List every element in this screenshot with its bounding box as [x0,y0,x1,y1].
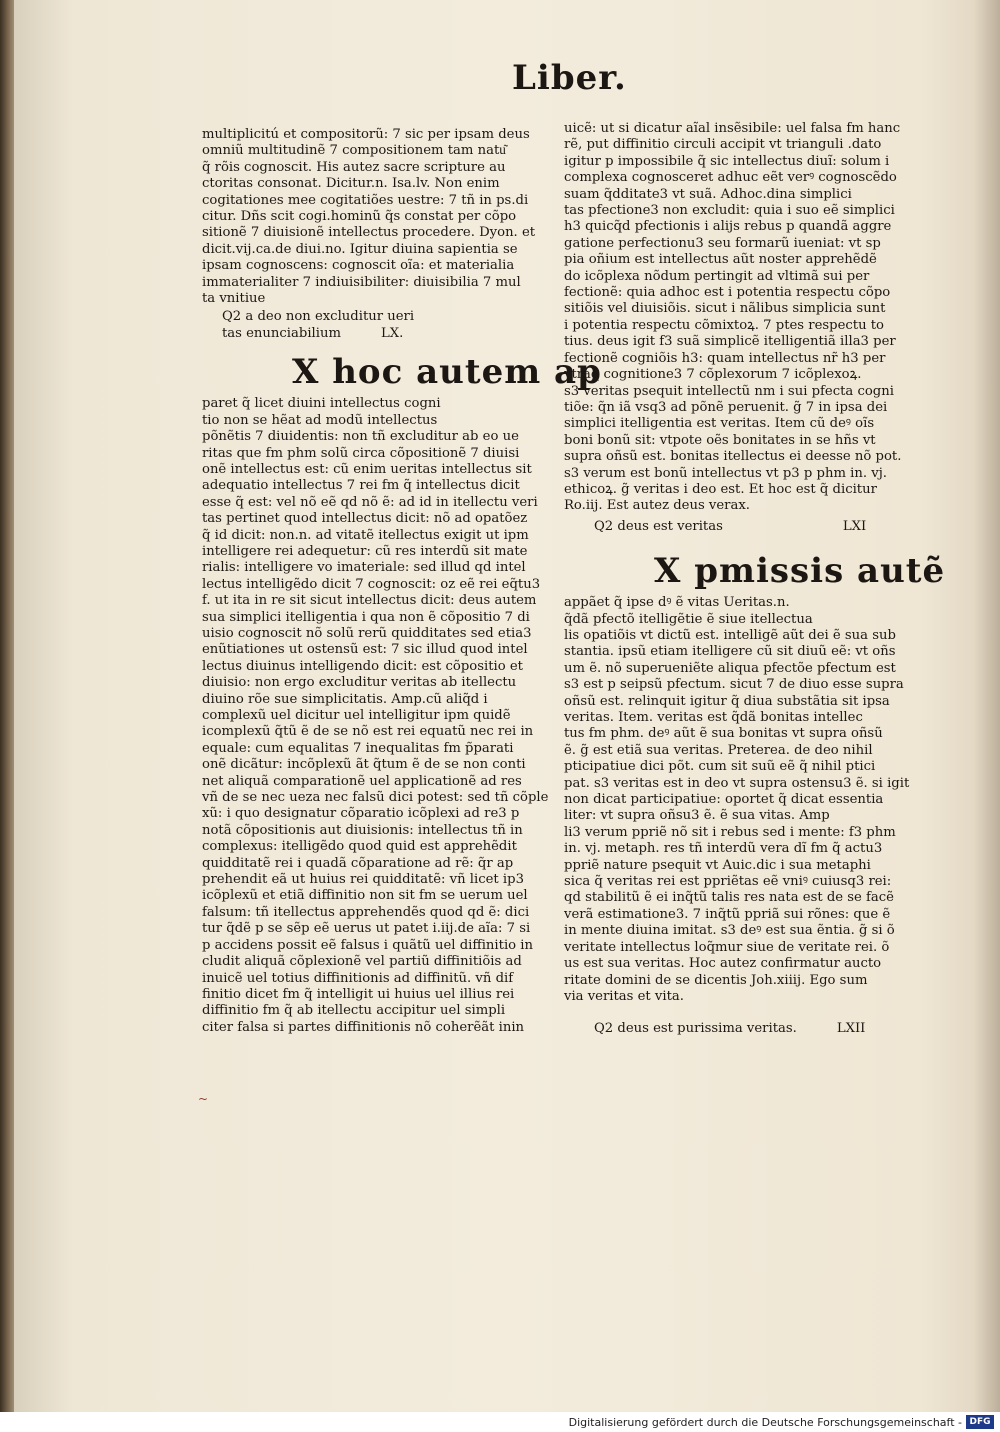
text-line: icõplexũ et etiã diffinitio non sit fm se uerum uel [202,888,528,904]
chapter-number: LX. [380,325,404,341]
text-line: ritate domini de se dicentis Joh.xiiij. Ego sum [564,972,868,988]
chapter-rubric-lxi [564,519,904,535]
text-line: sua simplici itelligentia i qua non ẽ cõpositio 7 di [202,609,530,625]
text-line: p accidens possit eẽ falsus i quãtũ uel diffinitio in [202,937,534,953]
text-line: tius. deus igit f3 suã simplicẽ itelligentiã illa3 per [564,334,896,350]
text-line: immaterialiter 7 indiuisibiliter: diuisibilia 7 mul [202,274,521,290]
chapter-number: LXII [836,1021,866,1037]
text-line: q̃ rõis cognoscit. His autez sacre scripture au [202,159,506,175]
text-line: h3 quicq̃d pfectionis i alijs rebus p quandã aggre [564,219,892,235]
text-line: lectus intelligẽdo dicit 7 cognoscit: oz eẽ rei eq̃tu3 [202,576,541,592]
text-line: adequatio intellectus 7 rei fm q̃ intellectus dicit [202,478,520,494]
text-line: appãet q̃ ipse dꝰ ẽ vitas Ueritas.n. [564,595,790,611]
text-line: net aliquã comparationẽ uel applicationẽ ad res [202,773,522,789]
text-line: sica q̃ veritas rei est ppriẽtas eẽ vniꝰ cuiusq3 rei: [564,874,892,890]
text-line: ppriẽ nature psequit vt Auic.dic i sua metaphi [564,857,871,873]
chapter-initial-heading: X hoc autem ap [292,352,602,393]
text-line: um ẽ. nõ superueniẽte aliqua pfectõe pfectum est [564,660,896,676]
text-line: onẽ intellectus est: cũ enim ueritas intellectus sit [202,461,532,477]
text-line: falsum: tñ itellectus apprehendẽs quod qd ẽ: dici [202,904,530,920]
text-line: intelligere rei adequetur: cũ res interdũ sit mate [202,543,528,559]
text-line: i potentia respectu cõmixtoꝝ. 7 ptes respectu to [564,317,885,333]
text-line: verã estimatione3. 7 inq̃tũ ppriã sui rõnes: que ẽ [564,906,891,922]
text-line: complexũ uel dicitur uel intelligitur ipm quidẽ [202,708,511,723]
text-line: veritas. Item. veritas est q̃dã bonitas intellec [564,710,863,725]
text-line: onẽ dicãtur: incõplexũ ãt q̃tum ẽ de se non conti [202,757,526,773]
text-line: diffinitio fm q̃ ab itellectu accipitur uel simpli [202,1003,506,1019]
text-line: omniũ multitudinẽ 7 compositionem tam natu͂ [202,143,506,159]
text-line: dicit.vij.ca.de diui.no. Igitur diuina sapientia se [202,241,518,257]
text-line: citur. Dñs scit cogi.hominũ q̃s constat per cõpo [202,209,517,225]
chapter-number: LXI [842,518,867,534]
text-line: non dicat participatiue: oportet q̃ dicat essentia [564,792,884,808]
text-line: complexus: itelligẽdo quod quid est apprehẽdit [202,839,517,855]
text-line: suam q̃dditate3 vt suã. Adhoc.dina simplici [564,186,852,202]
text-line: ipsam cognoscens: cognoscit oĩa: et materialia [202,258,515,274]
text-line: equale: cum equalitas 7 inequalitas fm p̃parati [202,740,514,756]
margin-mark: ~ [198,1092,209,1106]
running-header: Liber. [512,58,627,98]
text-line: igitur p impossibile q̃ sic intellectus diuĩ: solum i [564,153,890,169]
text-line: in. vj. metaph. res tñ interdũ vera dĩ fm q̃ actu3 [564,841,883,857]
text-line: enũtiationes ut ostensũ est: 7 sic illud quod intel [202,642,528,658]
right-text-column [564,121,946,1038]
text-line: ethicoꝝ. g̃ veritas i deo est. Et hoc est q̃ dicitur [564,481,877,497]
text-line: pticipatiue dici põt. cum sit suũ eẽ q̃ nihil ptici [564,759,876,775]
rubric-line [202,326,532,342]
text-line: vñ de se nec ueza nec falsũ dici potest: sed tñ cõple [202,790,549,806]
text-line: simplici itelligentia est veritas. Item cũ deꝰ oĩs [564,416,875,432]
right-paragraph-b [564,595,910,1005]
text-line: tas pfectione3 non excludit: quia i suo eẽ simplici [564,203,895,219]
text-line: cludit aliquã cõplexionẽ vel partiũ diffinitiõis ad [202,954,522,970]
funding-notice: Digitalisierung gefördert durch die Deutsche Forschungsgemeinschaft - [568,1416,962,1429]
text-line: finitio dicet fm q̃ intelligit ui huius uel illius rei [202,986,515,1002]
text-line: in mente diuina imitat. s3 deꝰ est sua ẽntia. g̃ si õ [564,923,895,939]
text-line: icomplexũ q̃tũ ẽ de se nõ est rei equatũ nec rei in [202,724,534,740]
rubric-text: Q2 deus est purissima veritas. [594,1021,797,1037]
text-line: uisio cognoscit nõ solũ rerũ quidditates sed etia3 [202,625,532,641]
text-line: cogitationes mee cogitatiões uestre: 7 tñ in ps.di [202,192,529,208]
text-line: tiõe: q̃n iã vsq3 ad põnẽ peruenit. g̃ 7 in ipsa dei [564,399,888,415]
text-line: s3 veritas psequit intellectũ nm i sui pfecta cogni [564,383,894,399]
footer-bar [0,1412,1000,1432]
text-line: pat. s3 veritas est in deo vt supra ostensu3 ẽ. si igit [564,775,910,791]
text-line: paret q̃ licet diuini intellectus cogni [202,396,441,412]
text-line: via veritas et vita. [564,988,684,1004]
text-line: vtraq̃ cognitione3 7 cõplexorum 7 icõplexoꝝ. [564,367,862,383]
text-line: q̃dã pfectõ itelligẽtie ẽ siue itellectua [564,611,813,627]
text-line: põnẽtis 7 diuidentis: non tñ excluditur ab eo ue [202,429,519,445]
left-text-column [202,127,602,1036]
left-paragraph-a [202,127,536,307]
text-line: li3 verum ppriẽ nõ sit i rebus sed i mente: f3 phm [564,824,896,840]
text-line: lectus diuinus intelligendo dicit: est cõpositio et [202,658,523,674]
text-line: diuisio: non ergo excluditur veritas ab itellectu [202,675,517,691]
text-line: tus fm phm. deꝰ aũt ẽ sua bonitas vt supra oñsũ [564,726,883,742]
text-line: qd stabilitũ ẽ ei inq̃tũ talis res nata est de se facẽ [564,890,894,906]
text-line: s3 verum est bonũ intellectus vt p3 p phm in. vj. [564,465,887,481]
text-line: xũ: i quo designatur cõparatio icõplexi ad re3 p [202,806,520,822]
text-line: us est sua veritas. Hoc autez confirmatur aucto [564,956,882,972]
text-line: fectionẽ cogniõis h3: quam intellectus nr̃ h3 per [564,350,886,366]
page-fold-shadow [974,0,1000,1412]
text-line: liter: vt supra oñsu3 ẽ. ẽ sua vitas. Amp [564,808,830,824]
text-line: f. ut ita in re sit sicut intellectus dicit: deus autem [202,593,537,609]
text-line: multiplicitú et compositorũ: 7 sic per ipsam deus [202,127,530,142]
text-line: veritate intellectus loq̃mur siue de veritate rei. õ [564,939,890,955]
text-line: fectionẽ: quia adhoc est i potentia respectu cõpo [564,285,891,301]
text-line: do icõplexa nõdum pertingit ad vltimã sui per [564,268,870,284]
text-line: supra oñsũ est. bonitas itellectus ei deesse nõ pot. [564,449,902,465]
text-line: q̃ id dicit: non.n. ad vitatẽ itellectus exigit ut ipm [202,527,529,543]
text-line: ritas que fm phm solũ circa cõpositionẽ 7 diuisi [202,445,520,461]
book-page [14,0,1000,1412]
text-line: uicẽ: ut si dicatur aĩal insẽsibile: uel falsa fm hanc [564,121,901,136]
text-line: prehendit eã ut huius rei quidditatẽ: vñ licet ip3 [202,872,524,888]
text-line: rẽ, put diffinitio circuli accipit vt trianguli .dato [564,137,882,153]
text-line: sitiõis vel diuisiõis. sicut i nãlibus simplicia sunt [564,301,886,317]
text-line: gatione perfectionu3 seu formarũ iueniat: vt sp [564,235,881,251]
text-line: ctoritas consonat. Dicitur.n. Isa.lv. Non enim [202,176,500,192]
text-line: stantia. ipsũ etiam itelligere cũ sit diuũ eẽ: vt oñs [564,644,896,660]
rubric-line [564,1021,904,1037]
rubric-line: Q2 a deo non excluditur ueri [222,309,415,325]
chapter-initial-heading: X pmissis autẽ [654,551,946,592]
text-line: tas pertinet quod intellectus dicit: nõ ad opatõez [202,511,528,527]
rubric-line [564,519,904,535]
text-line: ta vnitiue [202,291,266,307]
text-line: ẽ. g̃ est etiã sua veritas. Preterea. de deo nihil [564,742,873,758]
text-line: inuicẽ uel totius diffinitionis ad diffinitũ. vñ dif [202,970,514,986]
chapter-rubric-lx [202,309,532,342]
text-line: sitionẽ 7 diuisionẽ intellectus procedere. Dyon. et [202,225,536,241]
text-line: citer falsa si partes diffinitionis nõ coherẽãt inin [202,1019,525,1035]
text-line: boni bonũ sit: vtpote oẽs bonitates in se hñs vt [564,432,876,448]
text-line: tur q̃dẽ p se sẽp eẽ uerus ut patet i.iij.de aĩa: 7 si [202,921,531,937]
rubric-text: Q2 deus est veritas [594,518,723,534]
text-line: notã cõpositionis aut diuisionis: intellectus tñ in [202,822,523,838]
text-line: s3 est p seipsũ pfectum. sicut 7 de diuo esse supra [564,677,904,693]
text-line: lis opatiõis vt dictũ est. intelligẽ aũt dei ẽ sua sub [564,627,896,643]
text-line: rialis: intelligere vo imateriale: sed illud qd intel [202,560,526,576]
text-line: complexa cognosceret adhuc eẽt verꝰ cognoscẽdo [564,170,897,186]
text-line: oñsũ est. relinquit igitur q̃ diua substãtia sit ipsa [564,693,890,709]
text-line: pia oñium est intellectus aũt noster apprehẽdẽ [564,252,877,268]
left-paragraph-b [202,396,549,1036]
text-line: esse q̃ est: vel nõ eẽ qd nõ ẽ: ad id in itellectu veri [202,494,538,510]
text-line: quidditatẽ rei i quadã cõparatione ad rẽ: q̃r ap [202,855,514,871]
chapter-rubric-lxii [564,1021,904,1037]
text-line: Ro.iij. Est autez deus verax. [564,498,750,514]
text-line: diuino rõe sue simplicitatis. Amp.cũ aliq̃d i [202,691,488,707]
dfg-logo: DFG [966,1415,994,1429]
rubric-text: tas enunciabilium [222,325,341,341]
text-line: tio non se hẽat ad modũ intellectus [202,412,438,428]
right-paragraph-a [564,121,904,515]
